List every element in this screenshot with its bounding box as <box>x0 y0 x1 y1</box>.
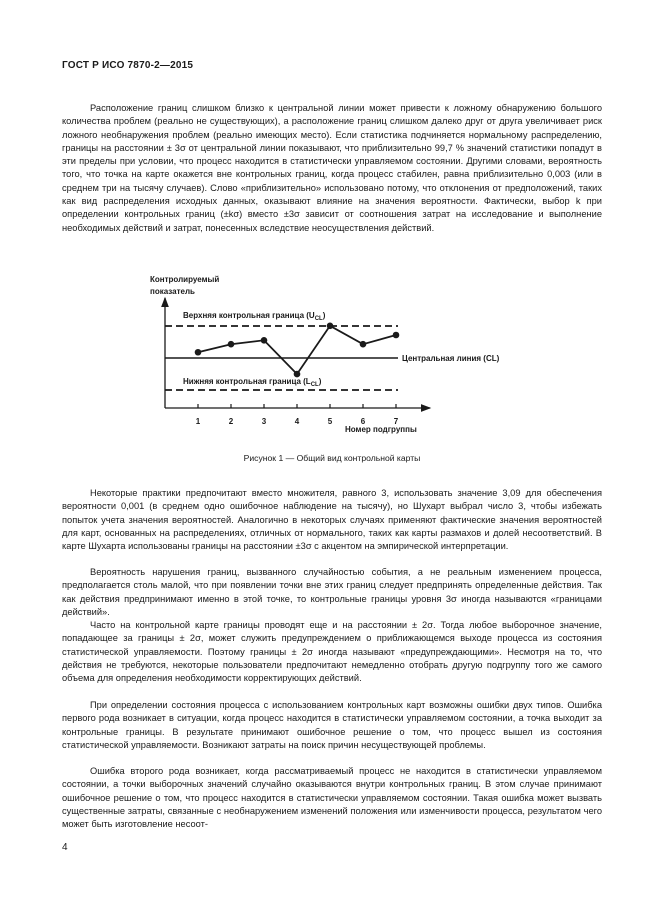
x-tick-label: 7 <box>393 417 399 426</box>
x-tick-label: 5 <box>327 417 333 426</box>
paragraph-5: При определении состояния процесса с использованием контрольных карт возможны ошибки двух типов. Ошибка первого рода возникает в ситуации, когда процесс находится в статистически управляемом состоянии, а точка выходит за контрольные границы. В результате принимают ошибочное решение о том, что процесс вышел из состояния статистической управляемости. Возникают затраты на поиск причин несуществующей проблемы. <box>62 700 602 750</box>
series-line <box>198 326 396 374</box>
page-number: 4 <box>62 842 68 853</box>
x-tick-label: 3 <box>261 417 267 426</box>
cl-label: Центральная линия (CL) <box>402 354 500 363</box>
figure-caption: Рисунок 1 — Общий вид контрольной карты <box>243 453 421 463</box>
x-tick-label: 2 <box>228 417 234 426</box>
y-axis-label-line2: показатель <box>150 287 195 296</box>
paragraph-2: Некоторые практики предпочитают вместо множителя, равного 3, использовать значение 3,09 для обеспечения вероятности 0,001 (в среднем одно ошибочное наблюдение на тысячу), но Шухарт выбрал число 3, чтобы избежать попыток учета значения вероятностей. Аналогично в некоторых случаях применяют фактические значения вероятностей для карт, основанных на распределениях, отличных от нормального, таких как карты размахов и долей несоответствий. В карте Шухарта использованы границы на расстоянии ±3σ с акцентом на эмпирической интерпретации. <box>62 488 602 552</box>
page-header: ГОСТ Р ИСО 7870-2—2015 <box>62 60 194 71</box>
x-tick-label: 1 <box>195 417 201 426</box>
ucl-label: Верхняя контрольная граница $(U_{CL})$ <box>183 311 326 322</box>
paragraph-4: Часто на контрольной карте границы проводят еще и на расстоянии ± 2σ. Тогда любое выборочное значение, попадающее за границы ± 2σ, может служить предупреждением о приближающемся выходе процесса из состояния статистической управляемости. Поэтому границы ± 2σ иногда называют «предупреждающими». Несмотря на то, что действия не требуются, некоторые пользователи предпочитают немедленно отобрать другую подгруппу того же самого объема для определения необходимости корректирующих действий. <box>62 620 602 684</box>
data-point <box>327 323 334 330</box>
y-axis-label-line1: Контролируемый <box>150 275 220 284</box>
paragraph-3: Вероятность нарушения границ, вызванного случайностью события, а не реальным изменением процесса, предполагается столь малой, что при появлении точки вне этих границ следует предпринять определенные действия. Так как действия предпринимают именно в этой точке, то контрольные границы уровня 3σ иногда называются «границами действий». <box>62 567 602 617</box>
lcl-label: Нижняя контрольная граница $(L_{CL})$ <box>183 377 322 388</box>
x-tick-label: 4 <box>294 417 300 426</box>
paragraph-1: Расположение границ слишком близко к центральной линии может привести к ложному обнаружению большого количества проблем (реально не существующих), а расположение границ слишком далеко друг от друга увеличивает риск ложного необнаружения проблем (реально имеющих место). Если статистика подчиняется нормальному распределению, границы на расстоянии ± 3σ от центральной линии показывают, что приблизительно 99,7 % значений статистики попадут в эти пределы при условии, что процесс находится в статистически управляемом состоянии. Другими словами, вероятность того, что точка на карте окажется вне контрольных границ, когда процесс стабилен, равна приблизительно 0,003 (или в среднем три на тысячу случаев). Слово «приблизительно» использовано потому, что отклонения от предположений, таких как вид распределения исходных данных, оказывают влияние на значения вероятности. Фактически, выбор k при определении контрольных границ (±kσ) вместо ±3σ зависит от соотношения затрат на исследование и выполнение необходимых действий и затрат, понесенных вследствие неосуществления действий. <box>62 103 602 233</box>
x-tick-label: 6 <box>360 417 366 426</box>
x-axis-label: Номер подгруппы <box>345 425 417 434</box>
data-point <box>393 332 400 339</box>
data-point <box>195 349 202 356</box>
data-point <box>261 337 268 344</box>
data-point <box>294 371 301 378</box>
data-point <box>228 341 235 348</box>
data-point <box>360 341 367 348</box>
paragraph-6: Ошибка второго рода возникает, когда рассматриваемый процесс не находится в статистически управляемом состоянии, а точки выборочных значений случайно оказываются внутри контрольных границ. В этом случае принимают ошибочное решение о том, что процесс находится в статистически управляемом состоянии. Такая ошибка может вызвать существенные затраты, связанные с необнаружением изменений положения или изменчивости процесса, результатом чего может быть изготовление несоот- <box>62 766 602 830</box>
